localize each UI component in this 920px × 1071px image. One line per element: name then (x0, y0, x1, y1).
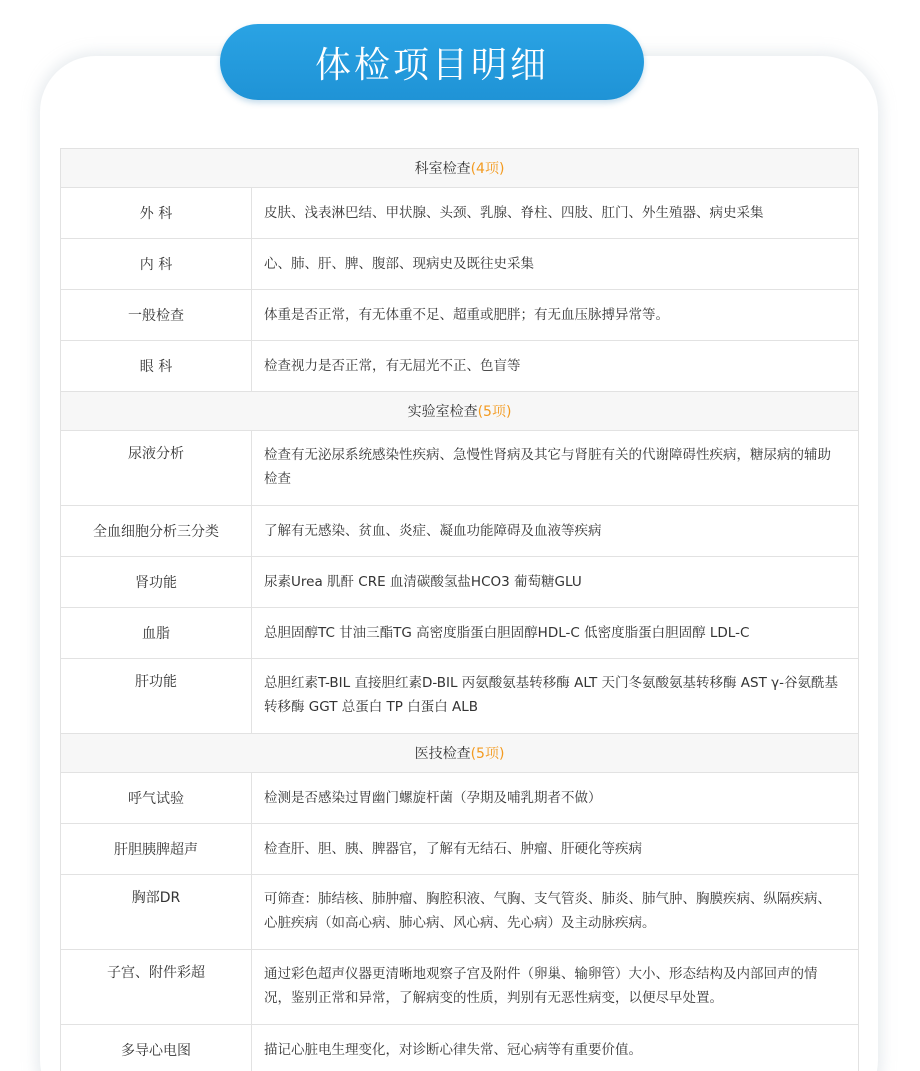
item-description: 描记心脏电生理变化，对诊断心律失常、冠心病等有重要价值。 (252, 1025, 859, 1071)
item-name: 子宫、附件彩超 (61, 950, 252, 1024)
table-row (61, 659, 859, 734)
table-row (61, 608, 859, 659)
item-description: 可筛查：肺结核、肺肿瘤、胸腔积液、气胸、支气管炎、肺炎、肺气肿、胸膜疾病、纵隔疾病、心脏疾病（如高心病、肺心病、风心病、先心病）及主动脉疾病。 (252, 875, 859, 949)
item-description: 检查有无泌尿系统感染性疾病、急慢性肾病及其它与肾脏有关的代谢障碍性疾病，糖尿病的辅助检查 (252, 431, 859, 505)
table-row (61, 188, 859, 239)
table-row (61, 1025, 859, 1071)
item-description: 通过彩色超声仪器更清晰地观察子宫及附件（卵巢、输卵管）大小、形态结构及内部回声的情况，鉴别正常和异常，了解病变的性质，判别有无恶性病变，以便尽早处置。 (252, 950, 859, 1024)
item-name: 多导心电图 (61, 1025, 252, 1071)
item-description: 尿素Urea 肌酐 CRE 血清碳酸氢盐HCO3 葡萄糖GLU (252, 557, 859, 607)
item-name: 胸部DR (61, 875, 252, 949)
table-row (61, 290, 859, 341)
table-row (61, 506, 859, 557)
table-row (61, 431, 859, 506)
section-title: 科室检查 (414, 161, 471, 177)
item-description: 皮肤、浅表淋巴结、甲状腺、头颈、乳腺、脊柱、四肢、肛门、外生殖器、病史采集 (252, 188, 859, 238)
item-name: 呼气试验 (61, 773, 252, 823)
item-description: 总胆固醇TC 甘油三酯TG 高密度脂蛋白胆固醇HDL-C 低密度脂蛋白胆固醇 LDL-C (252, 608, 859, 658)
item-name: 内 科 (61, 239, 252, 289)
item-description: 检查视力是否正常，有无屈光不正、色盲等 (252, 341, 859, 391)
section-title: 医技检查 (414, 746, 471, 762)
item-description: 检测是否感染过胃幽门螺旋杆菌（孕期及哺乳期者不做） (252, 773, 859, 823)
section-header-medical-tech (61, 734, 859, 773)
item-name: 尿液分析 (61, 431, 252, 505)
section-header-department (61, 149, 859, 188)
item-description: 心、肺、肝、脾、腹部、现病史及既往史采集 (252, 239, 859, 289)
title-banner (220, 24, 644, 100)
item-name: 肝胆胰脾超声 (61, 824, 252, 874)
page-title: 体检项目明细 (314, 44, 549, 86)
item-description: 检查肝、胆、胰、脾器官，了解有无结石、肿瘤、肝硬化等疾病 (252, 824, 859, 874)
section-count: (4项) (470, 161, 505, 177)
table-row (61, 950, 859, 1025)
table-row (61, 557, 859, 608)
item-description: 了解有无感染、贫血、炎症、凝血功能障碍及血液等疾病 (252, 506, 859, 556)
section-count: (5项) (477, 404, 512, 420)
item-name: 肝功能 (61, 659, 252, 733)
item-name: 血脂 (61, 608, 252, 658)
table-row (61, 773, 859, 824)
item-name: 眼 科 (61, 341, 252, 391)
table-row (61, 824, 859, 875)
table-row (61, 239, 859, 290)
section-title: 实验室检查 (407, 404, 478, 420)
item-description: 体重是否正常，有无体重不足、超重或肥胖；有无血压脉搏异常等。 (252, 290, 859, 340)
item-name: 肾功能 (61, 557, 252, 607)
item-name: 一般检查 (61, 290, 252, 340)
section-header-laboratory (61, 392, 859, 431)
item-name: 全血细胞分析三分类 (61, 506, 252, 556)
table-row (61, 341, 859, 392)
section-count: (5项) (470, 746, 505, 762)
item-description: 总胆红素T-BIL 直接胆红素D-BIL 丙氨酸氨基转移酶 ALT 天门冬氨酸氨基转移酶 AST γ-谷氨酰基转移酶 GGT 总蛋白 TP 白蛋白 ALB (252, 659, 859, 733)
table-row (61, 875, 859, 950)
exam-items-table (60, 148, 859, 1071)
item-name: 外 科 (61, 188, 252, 238)
